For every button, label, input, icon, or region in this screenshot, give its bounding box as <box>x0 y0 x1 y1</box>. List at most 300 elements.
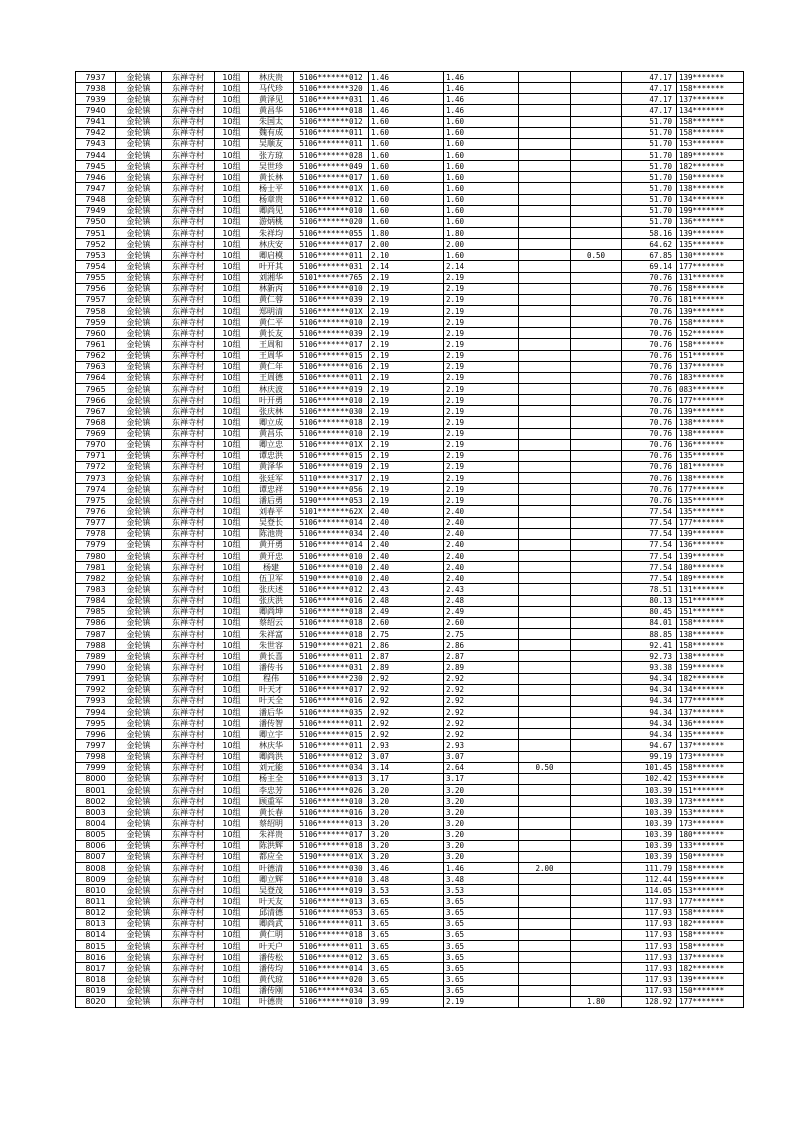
cell-area-b <box>519 72 571 83</box>
cell-group: 10组 <box>215 640 249 651</box>
cell-phone: 137******* <box>677 94 744 105</box>
cell-id-number: 5106*******018 <box>294 929 369 940</box>
cell-name: 王周和 <box>249 339 294 350</box>
cell-area-total: 3.46 <box>369 862 444 873</box>
cell-amount: 94.34 <box>622 673 677 684</box>
cell-name: 黄昌乐 <box>249 428 294 439</box>
table-row <box>76 428 744 439</box>
cell-group: 10组 <box>215 862 249 873</box>
cell-amount: 70.76 <box>622 417 677 428</box>
cell-phone: 135******* <box>677 450 744 461</box>
cell-village: 东禅寺村 <box>162 473 215 484</box>
cell-group: 10组 <box>215 718 249 729</box>
cell-id-number: 5106*******016 <box>294 595 369 606</box>
cell-area-a: 1.60 <box>444 138 519 149</box>
cell-phone: 153******* <box>677 138 744 149</box>
cell-id-number: 5106*******018 <box>294 417 369 428</box>
cell-town: 金轮镇 <box>116 595 162 606</box>
table-row <box>76 439 744 450</box>
table-row <box>76 952 744 963</box>
cell-village: 东禅寺村 <box>162 350 215 361</box>
cell-id-number: 5106*******019 <box>294 885 369 896</box>
cell-phone: 181******* <box>677 461 744 472</box>
cell-row-number: 7966 <box>76 395 116 406</box>
cell-amount: 77.54 <box>622 528 677 539</box>
cell-group: 10组 <box>215 539 249 550</box>
cell-id-number: 5106*******028 <box>294 149 369 160</box>
cell-row-number: 8006 <box>76 840 116 851</box>
cell-row-number: 8019 <box>76 985 116 996</box>
cell-area-b <box>519 138 571 149</box>
cell-area-a: 1.60 <box>444 194 519 205</box>
cell-area-c <box>571 762 622 773</box>
cell-area-b <box>519 317 571 328</box>
table-row <box>76 595 744 606</box>
cell-area-total: 1.46 <box>369 94 444 105</box>
cell-village: 东禅寺村 <box>162 885 215 896</box>
cell-amount: 70.76 <box>622 428 677 439</box>
cell-area-c <box>571 684 622 695</box>
table-row <box>76 662 744 673</box>
cell-name: 潘传均 <box>249 963 294 974</box>
cell-id-number: 5106*******013 <box>294 773 369 784</box>
cell-area-a: 3.65 <box>444 918 519 929</box>
table-row <box>76 72 744 83</box>
cell-id-number: 5106*******01X <box>294 305 369 316</box>
cell-name: 黄仁年 <box>249 361 294 372</box>
cell-group: 10组 <box>215 138 249 149</box>
cell-area-c <box>571 272 622 283</box>
cell-row-number: 7964 <box>76 372 116 383</box>
cell-phone: 150******* <box>677 985 744 996</box>
cell-name: 黄开勇 <box>249 539 294 550</box>
cell-area-a: 2.60 <box>444 617 519 628</box>
cell-row-number: 7969 <box>76 428 116 439</box>
cell-amount: 70.76 <box>622 395 677 406</box>
cell-group: 10组 <box>215 885 249 896</box>
cell-id-number: 5106*******034 <box>294 985 369 996</box>
cell-row-number: 7980 <box>76 551 116 562</box>
cell-group: 10组 <box>215 305 249 316</box>
cell-town: 金轮镇 <box>116 974 162 985</box>
cell-id-number: 5190*******021 <box>294 640 369 651</box>
cell-name: 潘后华 <box>249 707 294 718</box>
cell-group: 10组 <box>215 194 249 205</box>
table-row <box>76 372 744 383</box>
cell-phone: 139******* <box>677 528 744 539</box>
cell-area-a: 1.60 <box>444 149 519 160</box>
cell-row-number: 8011 <box>76 896 116 907</box>
cell-area-a: 2.19 <box>444 417 519 428</box>
cell-row-number: 7943 <box>76 138 116 149</box>
cell-area-total: 3.20 <box>369 807 444 818</box>
cell-amount: 103.39 <box>622 829 677 840</box>
cell-phone: 137******* <box>677 740 744 751</box>
cell-phone: 153******* <box>677 885 744 896</box>
cell-amount: 51.70 <box>622 183 677 194</box>
cell-village: 东禅寺村 <box>162 684 215 695</box>
cell-area-total: 2.92 <box>369 684 444 695</box>
cell-area-c <box>571 495 622 506</box>
cell-area-a: 2.19 <box>444 406 519 417</box>
cell-village: 东禅寺村 <box>162 250 215 261</box>
cell-town: 金轮镇 <box>116 963 162 974</box>
cell-area-b <box>519 216 571 227</box>
cell-area-b <box>519 417 571 428</box>
cell-amount: 92.41 <box>622 640 677 651</box>
cell-row-number: 7960 <box>76 328 116 339</box>
table-row <box>76 562 744 573</box>
cell-area-b <box>519 874 571 885</box>
table-row <box>76 183 744 194</box>
cell-row-number: 8017 <box>76 963 116 974</box>
cell-area-total: 2.92 <box>369 707 444 718</box>
cell-area-b <box>519 172 571 183</box>
table-row <box>76 105 744 116</box>
cell-town: 金轮镇 <box>116 272 162 283</box>
cell-row-number: 7944 <box>76 149 116 160</box>
cell-name: 陈洪辉 <box>249 840 294 851</box>
cell-village: 东禅寺村 <box>162 629 215 640</box>
cell-area-total: 2.19 <box>369 305 444 316</box>
table-row <box>76 305 744 316</box>
cell-area-a: 1.80 <box>444 227 519 238</box>
cell-phone: 135******* <box>677 239 744 250</box>
cell-area-b <box>519 294 571 305</box>
cell-area-total: 3.07 <box>369 751 444 762</box>
cell-row-number: 7975 <box>76 495 116 506</box>
cell-village: 东禅寺村 <box>162 305 215 316</box>
cell-area-total: 1.46 <box>369 83 444 94</box>
cell-village: 东禅寺村 <box>162 551 215 562</box>
cell-area-b <box>519 940 571 951</box>
cell-phone: 136******* <box>677 539 744 550</box>
cell-area-b: 0.50 <box>519 762 571 773</box>
cell-area-a: 2.48 <box>444 595 519 606</box>
cell-amount: 70.76 <box>622 450 677 461</box>
table-row <box>76 194 744 205</box>
cell-area-a: 2.49 <box>444 606 519 617</box>
cell-area-total: 3.20 <box>369 851 444 862</box>
cell-village: 东禅寺村 <box>162 773 215 784</box>
cell-id-number: 5106*******010 <box>294 551 369 562</box>
cell-area-a: 1.60 <box>444 172 519 183</box>
cell-area-a: 3.65 <box>444 963 519 974</box>
cell-group: 10组 <box>215 684 249 695</box>
cell-amount: 70.76 <box>622 305 677 316</box>
cell-name: 杨建 <box>249 562 294 573</box>
cell-group: 10组 <box>215 651 249 662</box>
cell-group: 10组 <box>215 406 249 417</box>
table-row <box>76 629 744 640</box>
cell-amount: 51.70 <box>622 116 677 127</box>
cell-name: 黄泽见 <box>249 94 294 105</box>
table-row <box>76 250 744 261</box>
cell-amount: 70.76 <box>622 317 677 328</box>
cell-group: 10组 <box>215 149 249 160</box>
cell-name: 王周德 <box>249 372 294 383</box>
cell-area-b <box>519 662 571 673</box>
cell-amount: 99.19 <box>622 751 677 762</box>
cell-group: 10组 <box>215 283 249 294</box>
cell-row-number: 8018 <box>76 974 116 985</box>
cell-village: 东禅寺村 <box>162 651 215 662</box>
cell-area-total: 1.60 <box>369 183 444 194</box>
cell-area-b <box>519 573 571 584</box>
cell-area-c <box>571 406 622 417</box>
cell-amount: 64.62 <box>622 239 677 250</box>
cell-row-number: 7938 <box>76 83 116 94</box>
cell-village: 东禅寺村 <box>162 851 215 862</box>
cell-area-b <box>519 673 571 684</box>
cell-amount: 70.76 <box>622 372 677 383</box>
cell-area-c <box>571 461 622 472</box>
cell-group: 10组 <box>215 974 249 985</box>
cell-row-number: 7965 <box>76 383 116 394</box>
cell-row-number: 8009 <box>76 874 116 885</box>
cell-village: 东禅寺村 <box>162 495 215 506</box>
cell-area-c <box>571 172 622 183</box>
cell-group: 10组 <box>215 606 249 617</box>
cell-town: 金轮镇 <box>116 439 162 450</box>
cell-area-c: 0.50 <box>571 250 622 261</box>
cell-village: 东禅寺村 <box>162 673 215 684</box>
cell-id-number: 5106*******01X <box>294 183 369 194</box>
cell-row-number: 8005 <box>76 829 116 840</box>
cell-area-total: 2.92 <box>369 718 444 729</box>
cell-area-c <box>571 473 622 484</box>
cell-area-a: 3.65 <box>444 896 519 907</box>
cell-group: 10组 <box>215 785 249 796</box>
cell-area-a: 2.92 <box>444 695 519 706</box>
cell-name: 顾重军 <box>249 796 294 807</box>
cell-id-number: 5106*******019 <box>294 383 369 394</box>
cell-area-b <box>519 383 571 394</box>
cell-area-a: 3.65 <box>444 985 519 996</box>
cell-phone: 182******* <box>677 918 744 929</box>
cell-area-c <box>571 707 622 718</box>
cell-group: 10组 <box>215 907 249 918</box>
cell-row-number: 8016 <box>76 952 116 963</box>
cell-id-number: 5106*******012 <box>294 116 369 127</box>
cell-row-number: 7940 <box>76 105 116 116</box>
table-row <box>76 395 744 406</box>
cell-area-total: 3.65 <box>369 918 444 929</box>
cell-id-number: 5106*******035 <box>294 707 369 718</box>
cell-area-a: 3.65 <box>444 907 519 918</box>
cell-amount: 117.93 <box>622 974 677 985</box>
cell-phone: 158******* <box>677 317 744 328</box>
cell-town: 金轮镇 <box>116 172 162 183</box>
cell-village: 东禅寺村 <box>162 339 215 350</box>
cell-village: 东禅寺村 <box>162 484 215 495</box>
cell-area-total: 2.19 <box>369 350 444 361</box>
cell-phone: 177******* <box>677 695 744 706</box>
cell-id-number: 5106*******019 <box>294 461 369 472</box>
cell-area-c <box>571 840 622 851</box>
cell-group: 10组 <box>215 751 249 762</box>
table-row <box>76 149 744 160</box>
cell-area-b <box>519 718 571 729</box>
cell-row-number: 7974 <box>76 484 116 495</box>
cell-area-total: 2.19 <box>369 495 444 506</box>
cell-town: 金轮镇 <box>116 506 162 517</box>
cell-area-total: 2.19 <box>369 272 444 283</box>
cell-area-total: 2.92 <box>369 729 444 740</box>
cell-row-number: 7990 <box>76 662 116 673</box>
cell-name: 魏有成 <box>249 127 294 138</box>
cell-town: 金轮镇 <box>116 495 162 506</box>
cell-id-number: 5106*******018 <box>294 105 369 116</box>
table-row <box>76 216 744 227</box>
cell-village: 东禅寺村 <box>162 963 215 974</box>
cell-group: 10组 <box>215 172 249 183</box>
cell-row-number: 8003 <box>76 807 116 818</box>
cell-id-number: 5106*******031 <box>294 94 369 105</box>
cell-area-b <box>519 840 571 851</box>
cell-amount: 117.93 <box>622 929 677 940</box>
cell-area-a: 2.19 <box>444 350 519 361</box>
cell-area-c <box>571 361 622 372</box>
cell-village: 东禅寺村 <box>162 729 215 740</box>
cell-id-number: 5106*******010 <box>294 395 369 406</box>
cell-amount: 128.92 <box>622 996 677 1007</box>
cell-area-b <box>519 729 571 740</box>
table-row <box>76 172 744 183</box>
cell-phone: 158******* <box>677 83 744 94</box>
cell-amount: 84.01 <box>622 617 677 628</box>
cell-village: 东禅寺村 <box>162 707 215 718</box>
cell-town: 金轮镇 <box>116 205 162 216</box>
cell-name: 叶开其 <box>249 261 294 272</box>
cell-name: 卿立成 <box>249 417 294 428</box>
cell-town: 金轮镇 <box>116 862 162 873</box>
cell-village: 东禅寺村 <box>162 227 215 238</box>
cell-group: 10组 <box>215 250 249 261</box>
cell-amount: 117.93 <box>622 985 677 996</box>
cell-name: 李忠芳 <box>249 785 294 796</box>
cell-group: 10组 <box>215 439 249 450</box>
cell-area-b <box>519 617 571 628</box>
cell-group: 10组 <box>215 562 249 573</box>
cell-phone: 158******* <box>677 907 744 918</box>
cell-area-c <box>571 484 622 495</box>
cell-row-number: 7998 <box>76 751 116 762</box>
cell-area-c <box>571 573 622 584</box>
cell-amount: 51.70 <box>622 172 677 183</box>
table-row <box>76 796 744 807</box>
cell-amount: 51.70 <box>622 194 677 205</box>
table-row <box>76 695 744 706</box>
cell-town: 金轮镇 <box>116 83 162 94</box>
table-row <box>76 406 744 417</box>
cell-phone: 180******* <box>677 829 744 840</box>
cell-area-c <box>571 796 622 807</box>
cell-area-total: 3.65 <box>369 940 444 951</box>
cell-area-c <box>571 584 622 595</box>
cell-area-total: 2.40 <box>369 539 444 550</box>
cell-town: 金轮镇 <box>116 350 162 361</box>
cell-amount: 88.85 <box>622 629 677 640</box>
cell-area-total: 3.65 <box>369 907 444 918</box>
cell-row-number: 8004 <box>76 818 116 829</box>
cell-group: 10组 <box>215 105 249 116</box>
cell-area-c <box>571 417 622 428</box>
cell-area-b <box>519 606 571 617</box>
cell-area-total: 1.60 <box>369 161 444 172</box>
table-row <box>76 807 744 818</box>
cell-row-number: 7996 <box>76 729 116 740</box>
cell-id-number: 5106*******01X <box>294 439 369 450</box>
cell-group: 10组 <box>215 395 249 406</box>
cell-area-c <box>571 907 622 918</box>
cell-town: 金轮镇 <box>116 294 162 305</box>
table-row <box>76 885 744 896</box>
cell-amount: 77.54 <box>622 539 677 550</box>
cell-name: 刘春平 <box>249 506 294 517</box>
cell-area-total: 2.19 <box>369 473 444 484</box>
cell-area-b <box>519 361 571 372</box>
cell-row-number: 8015 <box>76 940 116 951</box>
cell-name: 杨士平 <box>249 183 294 194</box>
cell-town: 金轮镇 <box>116 517 162 528</box>
cell-amount: 51.70 <box>622 161 677 172</box>
cell-area-b <box>519 929 571 940</box>
cell-phone: 136******* <box>677 718 744 729</box>
cell-area-b <box>519 963 571 974</box>
cell-area-c <box>571 729 622 740</box>
cell-row-number: 7992 <box>76 684 116 695</box>
cell-area-a: 2.19 <box>444 996 519 1007</box>
cell-area-b <box>519 473 571 484</box>
cell-amount: 51.70 <box>622 138 677 149</box>
cell-area-b <box>519 807 571 818</box>
cell-amount: 47.17 <box>622 105 677 116</box>
cell-name: 朱世容 <box>249 640 294 651</box>
cell-name: 杨章贵 <box>249 194 294 205</box>
cell-area-c <box>571 517 622 528</box>
cell-amount: 70.76 <box>622 272 677 283</box>
cell-area-a: 2.92 <box>444 673 519 684</box>
cell-phone: 139******* <box>677 305 744 316</box>
cell-area-c <box>571 383 622 394</box>
cell-area-a: 1.60 <box>444 127 519 138</box>
cell-row-number: 7947 <box>76 183 116 194</box>
cell-area-a: 2.40 <box>444 506 519 517</box>
cell-row-number: 7982 <box>76 573 116 584</box>
cell-town: 金轮镇 <box>116 651 162 662</box>
cell-town: 金轮镇 <box>116 718 162 729</box>
table-row <box>76 239 744 250</box>
cell-phone: 158******* <box>677 283 744 294</box>
cell-area-b <box>519 517 571 528</box>
table-row <box>76 640 744 651</box>
cell-phone: 189******* <box>677 573 744 584</box>
cell-phone: 139******* <box>677 974 744 985</box>
table-row <box>76 116 744 127</box>
cell-town: 金轮镇 <box>116 829 162 840</box>
cell-name: 朱祥均 <box>249 227 294 238</box>
cell-town: 金轮镇 <box>116 539 162 550</box>
cell-amount: 111.79 <box>622 862 677 873</box>
cell-village: 东禅寺村 <box>162 439 215 450</box>
cell-town: 金轮镇 <box>116 94 162 105</box>
cell-area-total: 1.60 <box>369 116 444 127</box>
cell-row-number: 7937 <box>76 72 116 83</box>
cell-name: 蔡绍明 <box>249 818 294 829</box>
cell-amount: 77.54 <box>622 506 677 517</box>
cell-area-a: 1.46 <box>444 94 519 105</box>
